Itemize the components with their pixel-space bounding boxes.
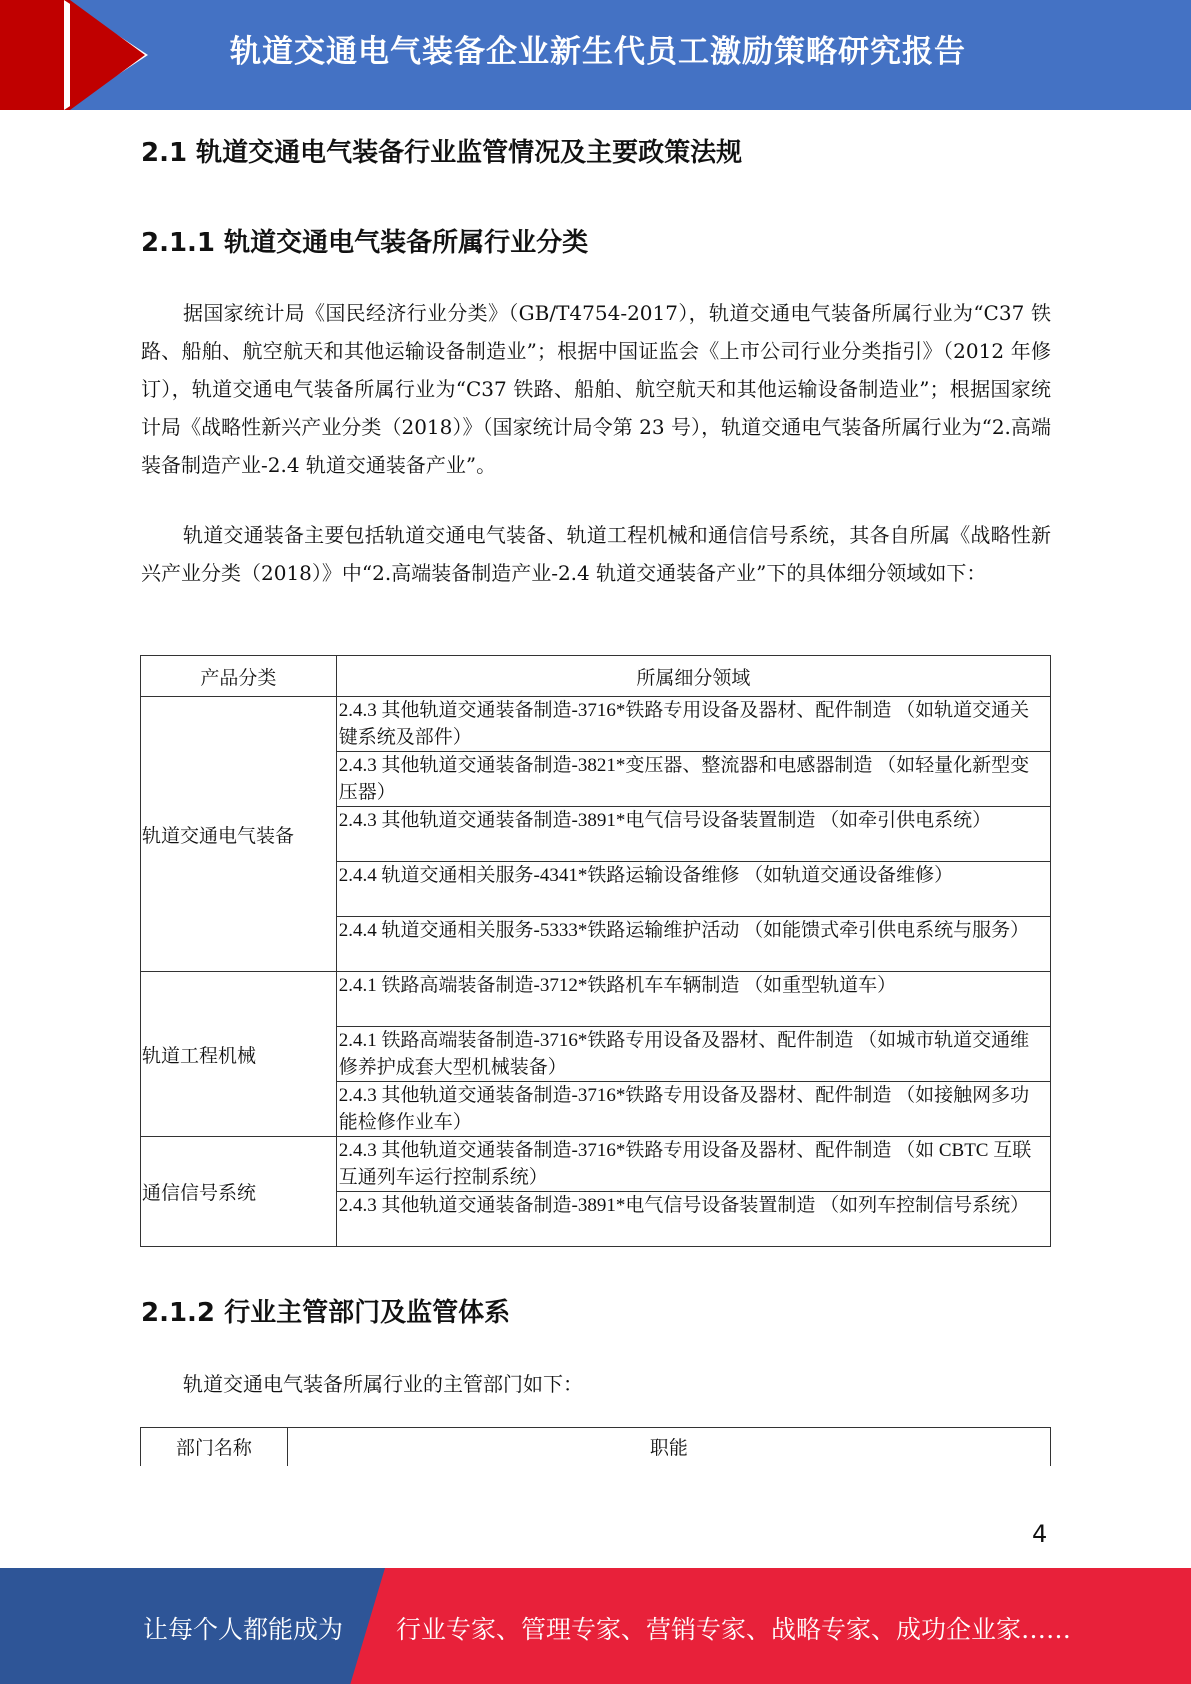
paragraph-segments-intro: 轨道交通装备主要包括轨道交通电气装备、轨道工程机械和通信信号系统，其各自所属《战略性新兴产业分类（2018）》中“2.高端装备制造产业-2.4 轨道交通装备产业”下的具体细分领域如下：	[141, 523, 1051, 585]
footer-slogan-right: 行业专家、管理专家、营销专家、战略专家、成功企业家……	[396, 1615, 1072, 1644]
report-title: 轨道交通电气装备企业新生代员工激励策略研究报告	[230, 34, 966, 70]
segment-cell: 2.4.3 其他轨道交通装备制造-3891*电气信号设备装置制造 （如牵引供电系统）	[336, 807, 1050, 862]
table-header-cell: 职能	[287, 1428, 1050, 1466]
category-cell: 通信信号系统	[141, 1137, 337, 1247]
header-red-arrow	[70, 0, 145, 110]
authorities-table	[140, 1427, 1051, 1466]
paragraph-industry-classification: 据国家统计局《国民经济行业分类》（GB/T4754-2017），轨道交通电气装备所属行业为“C37 铁路、船舶、航空航天和其他运输设备制造业”；根据中国证监会《上市公司行业分类指引》（2012 年修订），轨道交通电气装备所属行业为“C37 铁路、船舶、航空航天和其他运输设备制造业”；根据国家统计局《战略性新兴产业分类（2018）》（国家统计局令第 23 号），轨道交通电气装备所属行业为“2.高端装备制造产业-2.4 轨道交通装备产业”。	[141, 301, 1051, 477]
table-row	[141, 697, 1051, 752]
segment-cell: 2.4.3 其他轨道交通装备制造-3716*铁路专用设备及器材、配件制造 （如轨道交通关键系统及部件）	[336, 697, 1050, 752]
table-header-row	[141, 656, 1051, 697]
segment-cell: 2.4.3 其他轨道交通装备制造-3716*铁路专用设备及器材、配件制造 （如 CBTC 互联互通列车运行控制系统）	[336, 1137, 1050, 1192]
section-heading-2-1-2: 2.1.2 行业主管部门及监管体系	[141, 1298, 511, 1328]
segment-cell: 2.4.3 其他轨道交通装备制造-3821*变压器、整流器和电感器制造 （如轻量化新型变压器）	[336, 752, 1050, 807]
table-row	[141, 972, 1051, 1027]
paragraph-authorities-intro: 轨道交通电气装备所属行业的主管部门如下：	[183, 1372, 583, 1396]
table-header-cell: 部门名称	[141, 1428, 288, 1466]
page-header	[0, 0, 1191, 110]
table-header-cell: 所属细分领域	[336, 656, 1050, 697]
footer-slogan-left: 让每个人都能成为	[143, 1615, 344, 1644]
header-red-block	[0, 0, 70, 110]
category-cell: 轨道工程机械	[141, 972, 337, 1137]
segment-cell: 2.4.3 其他轨道交通装备制造-3891*电气信号设备装置制造 （如列车控制信号系统）	[336, 1192, 1050, 1247]
segment-cell: 2.4.1 铁路高端装备制造-3716*铁路专用设备及器材、配件制造 （如城市轨道交通维修养护成套大型机械装备）	[336, 1027, 1050, 1082]
table-row	[141, 1137, 1051, 1192]
segment-cell: 2.4.1 铁路高端装备制造-3712*铁路机车车辆制造 （如重型轨道车）	[336, 972, 1050, 1027]
section-heading-2-1: 2.1 轨道交通电气装备行业监管情况及主要政策法规	[141, 138, 743, 168]
page-footer	[0, 1568, 1191, 1684]
table-header-row	[141, 1428, 1051, 1466]
segments-table	[140, 655, 1051, 1247]
segment-cell: 2.4.4 轨道交通相关服务-4341*铁路运输设备维修 （如轨道交通设备维修）	[336, 862, 1050, 917]
section-heading-2-1-1: 2.1.1 轨道交通电气装备所属行业分类	[141, 228, 589, 258]
category-cell: 轨道交通电气装备	[141, 697, 337, 972]
segment-cell: 2.4.4 轨道交通相关服务-5333*铁路运输维护活动 （如能馈式牵引供电系统与服务）	[336, 917, 1050, 972]
segment-cell: 2.4.3 其他轨道交通装备制造-3716*铁路专用设备及器材、配件制造 （如接触网多功能检修作业车）	[336, 1082, 1050, 1137]
page-number: 4	[1032, 1520, 1048, 1548]
table-header-cell: 产品分类	[141, 656, 337, 697]
